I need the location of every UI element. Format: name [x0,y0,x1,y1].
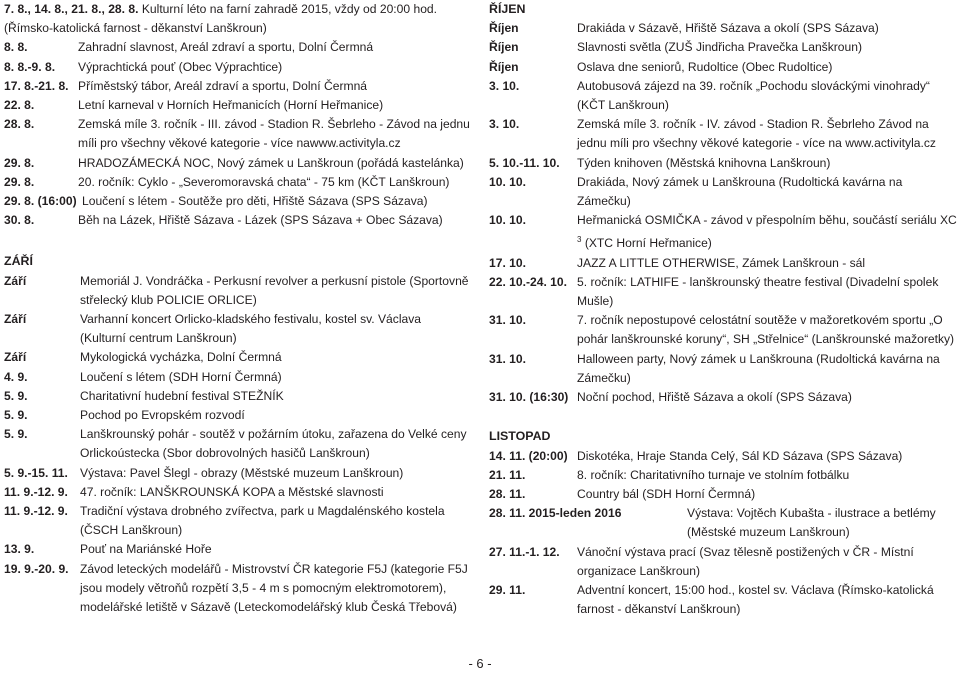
section-heading-september: ZÁŘÍ [4,254,33,269]
event-date: 5. 9.-15. 11. [4,465,68,480]
list-item [4,0,470,38]
event-date: 30. 8. [4,213,35,228]
event-text: 7. 8., 14. 8., 21. 8., 28. 8. Kulturní léto na farní zahradě 2015, vždy od 20:00 hod. (Římsko-katolická farnost - děkanství Lanškroun) [4,2,438,36]
event-date: 29. 8. [4,155,35,170]
event-date: 5. 9. [4,408,28,423]
event-date: 17. 10. [489,255,526,270]
list-item [489,311,957,349]
event-date: Září [4,312,27,327]
list-item [489,273,957,311]
event-text: Varhanní koncert Orlicko-kladského festivalu, kostel sv. Václava (Kulturní centrum Lanškroun) [80,312,422,346]
event-text: Lanškrounský pohár - soutěž v požárním útoku, zařazena do Velké ceny Orlickoústecka (Sbor dobrovolných hasičů Lanškroun) [80,427,467,461]
list-item [4,540,470,559]
event-text: Charitativní hudební festival STEŽNÍK [80,388,284,403]
event-text: 20. ročník: Cyklo - „Severomoravská chata“ - 75 km (KČT Lanškroun) [78,174,450,189]
list-item [4,173,470,192]
event-date: 31. 10. (16:30) [489,390,569,405]
event-text: Drakiáda v Sázavě, Hřiště Sázava a okolí (SPS Sázava) [577,21,879,36]
list-item [489,211,957,253]
event-date: 27. 11.-1. 12. [489,544,560,559]
event-text: Zemská míle 3. ročník - IV. závod - Stadion R. Šebrleho Závod na jednu míli pro všechny věkové kategorie - více na www.activityla.cz [577,117,936,151]
list-item [4,154,470,173]
event-text: Adventní koncert, 15:00 hod., kostel sv. Václava (Římsko-katolická farnost - děkanství Lanškroun) [577,582,934,617]
list-item [489,466,957,485]
list-item [4,368,470,387]
event-text: Country bál (SDH Horní Čermná) [577,486,756,501]
event-text: Memoriál J. Vondráčka - Perkusní revolver a perkusní pistole (Sportovně střelecký klub POLICIE ORLICE) [80,273,469,307]
event-date: 13. 9. [4,542,35,557]
list-item [4,58,470,77]
event-date: Říjen [489,59,519,74]
event-text: HRADOZÁMECKÁ NOC, Nový zámek u Lanškroun (pořádá kastelánka) [78,155,464,170]
event-date: Říjen [489,40,519,55]
list-item [4,211,470,230]
event-date: 28. 11. [489,486,526,501]
event-date: 19. 9.-20. 9. [4,561,69,576]
event-text: 47. ročník: LANŠKROUNSKÁ KOPA a Městské slavnosti [80,484,384,499]
event-date: 8. 8.-9. 8. [4,59,56,74]
list-item [4,115,470,153]
event-date: 29. 8. (16:00) [4,194,77,209]
event-date: 22. 10.-24. 10. [489,274,567,289]
list-item [489,38,957,57]
list-item [4,502,470,540]
event-text: Heřmanická OSMIČKA - závod v přespolním běhu, součástí seriálu XC $^3$ (XTC Horní Heřmanice) [577,213,957,251]
list-item [489,154,957,173]
event-text: Noční pochod, Hřiště Sázava a okolí (SPS Sázava) [577,390,852,405]
event-text: Diskotéka, Hraje Standa Celý, Sál KD Sázava (SPS Sázava) [577,448,903,463]
event-text: Příměstský tábor, Areál zdraví a sportu, Dolní Čermná [78,78,368,93]
list-item [4,464,470,483]
list-item [4,96,470,115]
event-date: 10. 10. [489,174,526,189]
event-date: Říjen [489,21,519,36]
list-item [489,485,957,504]
event-text: Pouť na Mariánské Hoře [80,542,212,557]
event-date: 3. 10. [489,117,520,132]
list-item [4,387,470,406]
event-text: Oslava dne seniorů, Rudoltice (Obec Rudoltice) [577,59,833,74]
list-item [4,192,470,211]
event-date: 4. 9. [4,369,28,384]
list-item [489,254,957,273]
event-date: 28. 8. [4,117,35,132]
list-item [489,504,957,542]
event-date: 5. 9. [4,388,28,403]
event-text: Běh na Lázek, Hřiště Sázava - Lázek (SPS Sázava + Obec Sázava) [78,213,443,228]
section-spacer [489,407,957,427]
event-text: Zahradní slavnost, Areál zdraví a sportu, Dolní Čermná [78,40,374,55]
event-text: Týden knihoven (Městská knihovna Lanškroun) [577,155,831,170]
event-text: Autobusová zájezd na 39. ročník „Pochodu slováckými vinohrady“ (KČT Lanškroun) [577,78,930,113]
event-text: Slavnosti světla (ZUŠ Jindřicha Pravečka Lanškroun) [577,40,862,55]
event-date: 21. 11. [489,467,526,482]
event-date: 31. 10. [489,313,526,328]
page-number: - 6 - [468,656,492,671]
event-date: 29. 11. [489,582,526,597]
event-date: 28. 11. 2015-leden 2016 [489,506,622,521]
event-text: Zemská míle 3. ročník - III. závod - Stadion R. Šebrleho - Závod na jednu míli pro všechny věkové kategorie - více nawww.activityla.cz [78,117,470,151]
list-item [489,388,957,407]
event-text: JAZZ A LITTLE OTHERWISE, Zámek Lanškroun - sál [577,255,866,270]
list-item [4,483,470,502]
event-date: 10. 10. [489,213,526,228]
event-text: 5. ročník: LATHIFE - lanškrounský theatre festival (Divadelní spolek Mušle) [577,274,939,309]
list-item [489,58,957,77]
event-text: Výstava: Vojtěch Kubašta - ilustrace a betlémy (Městské muzeum Lanškroun) [687,506,936,540]
list-item [4,310,470,348]
list-item [489,173,957,211]
list-item [489,77,957,115]
event-text: Mykologická vycházka, Dolní Čermná [80,350,282,365]
event-text: Letní karneval v Horních Heřmanicích (Horní Heřmanice) [78,98,384,113]
event-date: 3. 10. [489,78,520,93]
list-item [4,560,470,618]
event-text: 8. ročník: Charitativního turnaje ve stolním fotbálku [577,467,850,482]
event-text: Tradiční výstava drobného zvířectva, park u Magdalénského kostela (ČSCH Lanškroun) [80,504,445,538]
list-item [489,19,957,38]
event-text: Loučení s létem (SDH Horní Čermná) [80,369,282,384]
section-heading-october: ŘÍJEN [489,2,526,16]
list-item [4,77,470,96]
list-item [489,543,957,581]
event-text: Závod leteckých modelářů - Mistrovství ČR kategorie F5J (kategorie F5J jsou modely větroňů rozpětí 3,5 - 4 m s pomocným elektromotorem), modelářské letiště v Sázavě (Leteckomodelářský klub Česká Třebová) [80,561,468,615]
event-date: 14. 11. (20:00) [489,448,568,463]
event-date: Září [4,273,27,288]
event-date: Září [4,350,27,365]
event-text: Výprachtická pouť (Obec Výprachtice) [78,59,283,74]
event-text: Loučení s létem - Soutěže pro děti, Hřiště Sázava (SPS Sázava) [82,194,428,209]
event-text: Drakiáda, Nový zámek u Lanškrouna (Rudoltická kavárna na Zámečku) [577,174,903,209]
list-item [4,406,470,425]
list-item [4,272,470,310]
list-item [4,348,470,367]
section-spacer [4,230,470,252]
event-date: 5. 10.-11. 10. [489,155,560,170]
list-item [489,350,957,388]
list-item [4,38,470,57]
event-date: 5. 9. [4,427,28,442]
event-date: 7. 8., 14. 8., 21. 8., 28. 8. [4,2,139,16]
superscript: 3 [577,235,582,245]
event-text: 7. ročník nepostupové celostátní soutěže v mažoretkovém sportu „O pohár lanškrounské koruny“, SH „Střelnice“ (Lanškrounské mažoretky) [577,313,955,347]
event-date: 8. 8. [4,40,28,55]
event-date: 29. 8. [4,174,35,189]
event-date: 31. 10. [489,351,526,366]
event-date: 17. 8.-21. 8. [4,78,69,93]
list-item [4,425,470,463]
event-date: 11. 9.-12. 9. [4,484,68,499]
list-item [489,447,957,466]
list-item [489,581,957,619]
left-column [4,0,470,617]
event-text: Výstava: Pavel Šlegl - obrazy (Městské muzeum Lanškroun) [80,465,404,480]
event-text: Vánoční výstava prací (Svaz tělesně postižených v ČR - Místní organizace Lanškroun) [577,544,914,578]
list-item [489,115,957,153]
event-date: 22. 8. [4,98,35,113]
section-heading-november: LISTOPAD [489,429,551,444]
event-date: 11. 9.-12. 9. [4,504,68,519]
event-text: Pochod po Evropském rozvodí [80,408,245,423]
event-text: Halloween party, Nový zámek u Lanškrouna (Rudoltická kavárna na Zámečku) [577,351,940,385]
right-column [489,0,957,619]
